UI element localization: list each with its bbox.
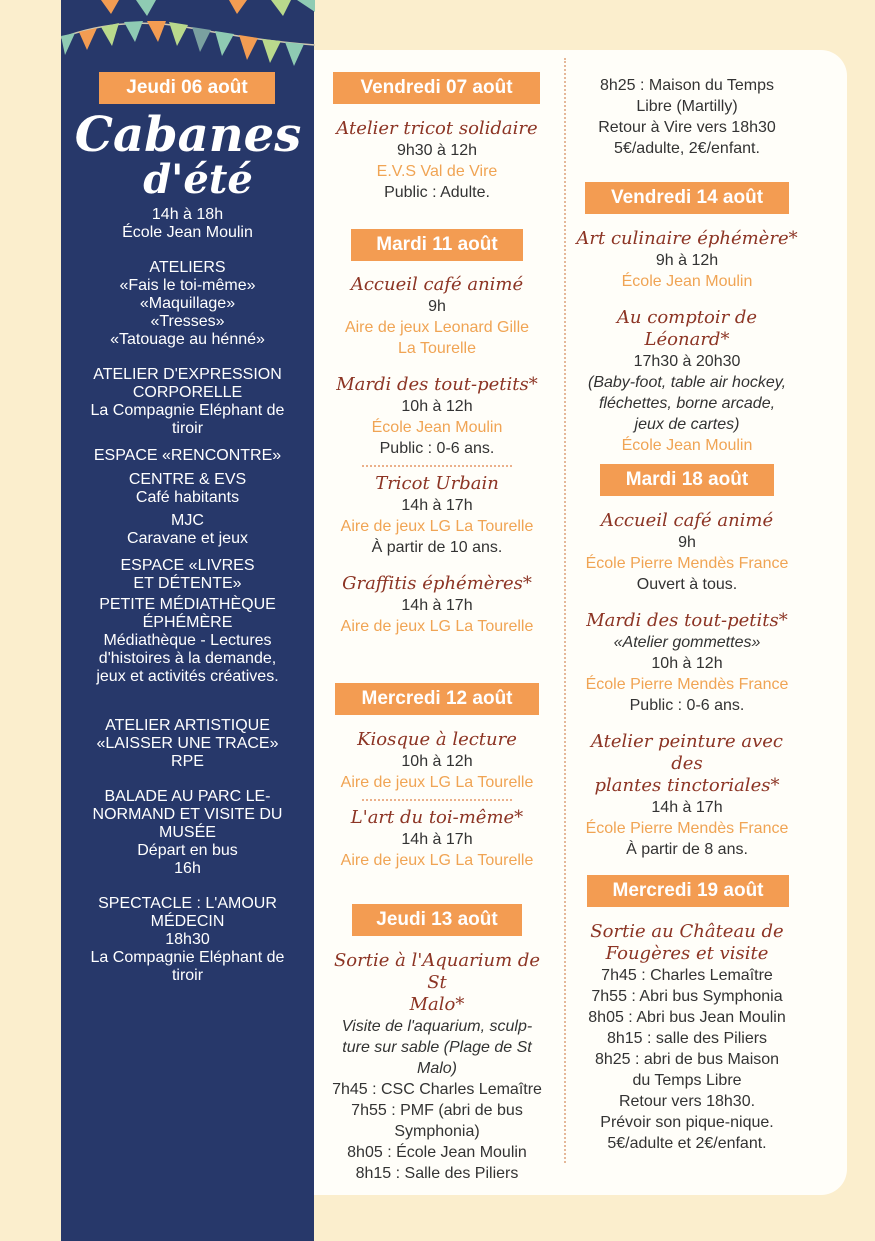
events-mardi18 xyxy=(573,510,801,860)
event-place: École Jean Moulin xyxy=(371,419,503,436)
event-place: Aire de jeux Leonard Gille xyxy=(344,319,530,336)
event-time: 14h à 17h xyxy=(401,597,473,614)
event-title: Graffitis éphémères* xyxy=(342,573,532,594)
separator xyxy=(362,465,512,467)
ateliers-item: «Fais le toi-même» xyxy=(119,277,256,294)
spectacle-text: La Compagnie Eléphant de xyxy=(90,949,285,966)
event-desc: ture sur sable (Plage de St xyxy=(342,1039,532,1056)
ateliers-item: «Tresses» xyxy=(150,313,225,330)
event-time: 9h xyxy=(678,534,696,551)
media-text: Médiathèque - Lectures xyxy=(103,632,272,649)
event-place: E.V.S Val de Vire xyxy=(376,163,498,180)
hours: 14h à 18h xyxy=(151,206,224,223)
balade-text: Départ en bus xyxy=(137,842,238,859)
event-time: 9h xyxy=(428,298,446,315)
event-title: Mardi des tout-petits* xyxy=(586,610,788,631)
expression-text: La Compagnie Eléphant de xyxy=(90,402,285,419)
event-title: Sortie à l'Aquarium de St xyxy=(333,950,541,993)
spectacle-heading: SPECTACLE : L'AMOUR xyxy=(98,895,277,912)
logo-line-1: Cabanes xyxy=(74,107,302,163)
schedule-line: 8h05 : Abri bus Jean Moulin xyxy=(588,1009,786,1026)
date-badge-mercredi12: Mercredi 12 août xyxy=(335,683,539,715)
date-badge-mercredi19: Mercredi 19 août xyxy=(587,875,789,907)
aquarium-continued xyxy=(573,75,801,159)
event-place: École Jean Moulin xyxy=(621,437,753,454)
balade-time: 16h xyxy=(174,860,201,877)
events-mardi11 xyxy=(323,274,551,637)
event-title: Art culinaire éphémère* xyxy=(576,228,798,249)
event-title: Kiosque à lecture xyxy=(357,729,517,750)
spectacle-heading: MÉDECIN xyxy=(150,913,225,930)
schedule-line: 8h15 : salle des Piliers xyxy=(606,1030,768,1047)
event-time: 10h à 12h xyxy=(401,753,473,770)
event-chateau xyxy=(573,921,801,1154)
schedule-line: 7h45 : Charles Lemaître xyxy=(601,967,773,984)
date-badge-vendredi14: Vendredi 14 août xyxy=(585,182,789,214)
events-vendredi14 xyxy=(573,228,801,456)
artistique-heading: «LAISSER UNE TRACE» xyxy=(96,735,279,752)
separator xyxy=(362,799,512,801)
event-time: 14h à 17h xyxy=(401,831,473,848)
date-badge-mardi18: Mardi 18 août xyxy=(600,464,774,496)
events-mercredi12 xyxy=(323,729,551,871)
balade-heading: BALADE AU PARC LE- xyxy=(104,788,271,805)
event-public: À partir de 10 ans. xyxy=(371,539,503,556)
media-heading: PETITE MÉDIATHÈQUE xyxy=(99,596,276,613)
event-title: Tricot Urbain xyxy=(375,473,499,494)
expression-heading: CORPORELLE xyxy=(132,384,243,401)
event-tricot xyxy=(323,118,551,203)
mjc-text: Caravane et jeux xyxy=(127,530,248,547)
artistique-heading: ATELIER ARTISTIQUE xyxy=(105,717,270,734)
event-desc: (Baby-foot, table air hockey, xyxy=(587,374,787,391)
date-badge-mardi11: Mardi 11 août xyxy=(351,229,523,261)
event-desc: fléchettes, borne arcade, xyxy=(598,395,776,412)
event-desc: Malo) xyxy=(416,1060,457,1077)
event-title: Atelier peinture avec des xyxy=(590,731,784,774)
date-badge-vendredi07: Vendredi 07 août xyxy=(333,72,540,104)
event-title: L'art du toi-même* xyxy=(350,807,524,828)
event-title: Atelier tricot solidaire xyxy=(336,118,538,139)
event-public: Public : 0-6 ans. xyxy=(379,440,495,457)
ateliers-item: «Tatouage au hénné» xyxy=(110,331,265,348)
logo-line-2: d'été xyxy=(143,156,253,203)
schedule-line: 8h15 : Salle des Piliers xyxy=(355,1165,519,1182)
schedule-line: Prévoir son pique-nique. xyxy=(600,1114,774,1131)
event-note: Ouvert à tous. xyxy=(636,576,738,593)
mjc-heading: MJC xyxy=(171,512,204,529)
artistique-text: RPE xyxy=(171,753,204,770)
column-divider xyxy=(564,58,566,1163)
event-time: 10h à 12h xyxy=(401,398,473,415)
event-place: École Pierre Mendès France xyxy=(585,676,789,693)
schedule-line: 8h05 : École Jean Moulin xyxy=(347,1144,527,1161)
spectacle-text: tiroir xyxy=(171,967,204,984)
event-public: Public : Adulte. xyxy=(384,184,490,201)
schedule-line: 5€/adulte, 2€/enfant. xyxy=(614,140,760,157)
livres-heading: ESPACE «LIVRES xyxy=(120,557,255,574)
event-place: École Pierre Mendès France xyxy=(585,820,789,837)
event-title: Accueil café animé xyxy=(350,274,524,295)
media-text: d'histoires à la demande, xyxy=(98,650,277,667)
event-title: plantes tinctoriales* xyxy=(594,775,780,796)
centre-heading: CENTRE & EVS xyxy=(128,471,247,488)
event-place: École Pierre Mendès France xyxy=(585,555,789,572)
event-title: Fougères et visite xyxy=(605,943,769,964)
schedule-line: 7h45 : CSC Charles Lemaître xyxy=(332,1081,542,1098)
event-place: Aire de jeux LG La Tourelle xyxy=(340,852,534,869)
event-title: Malo* xyxy=(409,994,465,1015)
event-title: Mardi des tout-petits* xyxy=(336,374,538,395)
balade-heading: NORMAND ET VISITE DU xyxy=(92,806,283,823)
place: École Jean Moulin xyxy=(122,224,253,241)
schedule-line: du Temps Libre xyxy=(632,1072,742,1089)
ateliers-heading: ATELIERS xyxy=(149,259,226,276)
event-time: 14h à 17h xyxy=(651,799,723,816)
date-badge-jeudi06: Jeudi 06 août xyxy=(99,72,275,104)
event-place: Aire de jeux LG La Tourelle xyxy=(340,618,534,635)
event-place: La Tourelle xyxy=(398,340,476,357)
event-desc: Visite de l'aquarium, sculp- xyxy=(341,1018,533,1035)
schedule-line: 5€/adulte et 2€/enfant. xyxy=(607,1135,767,1152)
schedule-line: 8h25 : abri de bus Maison xyxy=(594,1051,780,1068)
event-title: Au comptoir de Léonard* xyxy=(616,307,758,350)
event-aquarium xyxy=(323,950,551,1184)
event-place: Aire de jeux LG La Tourelle xyxy=(340,518,534,535)
event-time: 10h à 12h xyxy=(651,655,723,672)
event-desc: jeux de cartes) xyxy=(634,416,740,433)
event-time: 14h à 17h xyxy=(401,497,473,514)
centre-text: Café habitants xyxy=(135,489,240,506)
logo xyxy=(70,107,306,203)
balade-heading: MUSÉE xyxy=(159,824,216,841)
schedule-line: Symphonia) xyxy=(394,1123,480,1140)
spectacle-time: 18h30 xyxy=(165,931,210,948)
event-time: 17h30 à 20h30 xyxy=(633,353,741,370)
event-title: Sortie au Château de xyxy=(590,921,784,942)
rencontre-heading: ESPACE «RENCONTRE» xyxy=(93,447,282,464)
event-public: À partir de 8 ans. xyxy=(626,841,748,858)
event-title: Accueil café animé xyxy=(600,510,774,531)
schedule-line: 7h55 : PMF (abri de bus xyxy=(351,1102,523,1119)
livres-heading: ET DÉTENTE» xyxy=(133,575,242,592)
media-text: jeux et activités créatives. xyxy=(96,668,279,685)
left-content xyxy=(71,206,304,985)
event-place: Aire de jeux LG La Tourelle xyxy=(340,774,534,791)
schedule-line: Retour à Vire vers 18h30 xyxy=(598,119,776,136)
event-time: 9h30 à 12h xyxy=(396,142,478,159)
expression-text: tiroir xyxy=(171,420,204,437)
ateliers-item: «Maquillage» xyxy=(139,295,236,312)
event-sub: «Atelier gommettes» xyxy=(613,634,761,651)
schedule-line: 8h25 : Maison du Temps xyxy=(599,77,775,94)
bunting-decoration xyxy=(61,0,315,75)
schedule-line: 7h55 : Abri bus Symphonia xyxy=(591,988,783,1005)
expression-heading: ATELIER D'EXPRESSION xyxy=(93,366,282,383)
media-heading: ÉPHÉMÈRE xyxy=(142,614,233,631)
date-badge-jeudi13: Jeudi 13 août xyxy=(352,904,522,936)
event-place: École Jean Moulin xyxy=(621,273,753,290)
event-public: Public : 0-6 ans. xyxy=(629,697,745,714)
schedule-line: Libre (Martilly) xyxy=(636,98,738,115)
event-time: 9h à 12h xyxy=(655,252,719,269)
schedule-line: Retour vers 18h30. xyxy=(618,1093,756,1110)
